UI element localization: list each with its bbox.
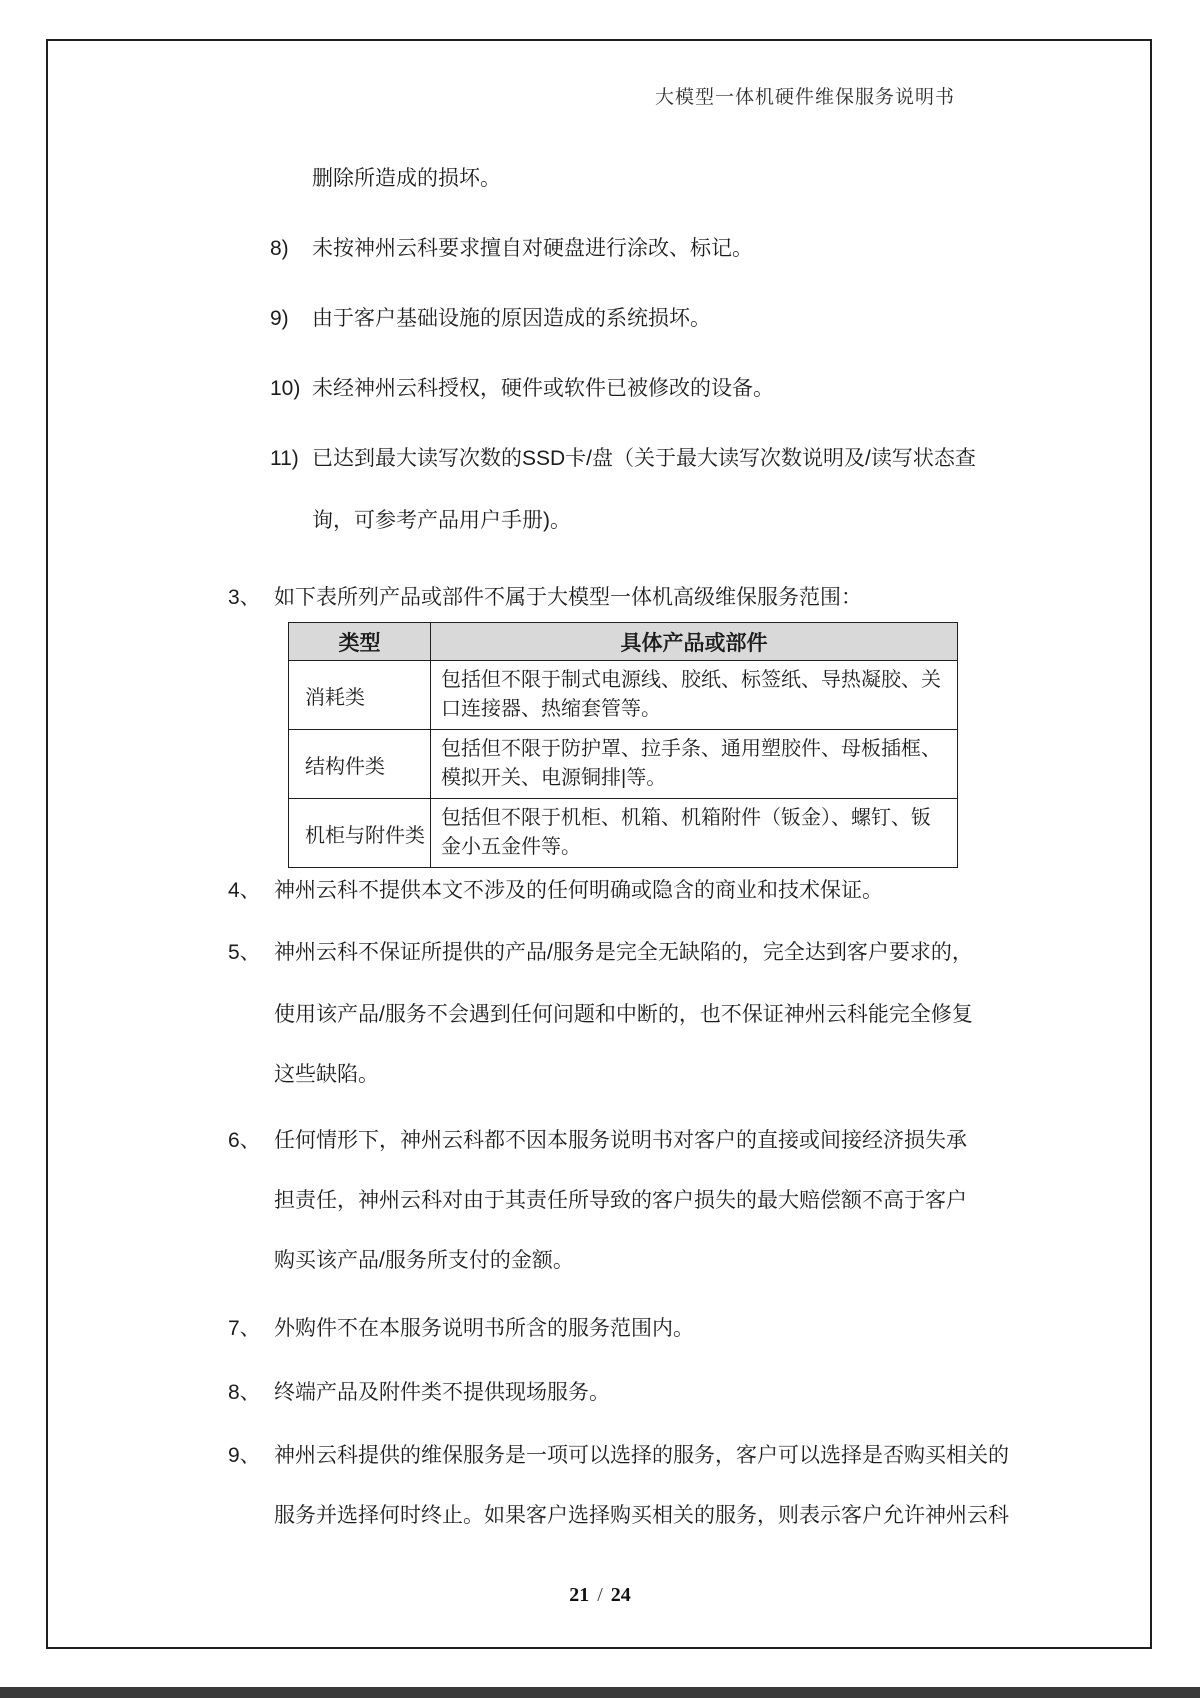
list-text: 这些缺陷。: [274, 1063, 379, 1086]
list-text: 任何情形下，神州云科都不因本服务说明书对客户的直接或间接经济损失承: [274, 1129, 967, 1152]
table-cell-category: 机柜与附件类: [289, 799, 431, 868]
list-text: 终端产品及附件类不提供现场服务。: [274, 1381, 610, 1404]
table-cell-detail: 包括但不限于防护罩、拉手条、通用塑胶件、母板插框、模拟开关、电源铜排|等。: [431, 730, 958, 799]
list-text: 外购件不在本服务说明书所含的服务范围内。: [274, 1317, 694, 1340]
list-text: 担责任，神州云科对由于其责任所导致的客户损失的最大赔偿额不高于客户: [274, 1189, 967, 1212]
page-number-separator: /: [597, 1584, 603, 1606]
list-item-9: [228, 1441, 1009, 1471]
list-item-sub-11: [270, 444, 976, 474]
list-item-sub-11-cont: [312, 506, 571, 536]
table-cell-detail: 包括但不限于机柜、机箱、机箱附件（钣金）、螺钉、钣金小五金件等。: [431, 799, 958, 868]
list-text: 神州云科不提供本文不涉及的任何明确或隐含的商业和技术保证。: [274, 879, 883, 902]
page-number-current: 21: [569, 1584, 590, 1606]
list-item-4: [228, 876, 883, 906]
list-text: 如下表所列产品或部件不属于大模型一体机高级维保服务范围：: [274, 586, 862, 609]
list-number: 8): [270, 237, 289, 260]
table-row: [289, 661, 958, 730]
list-item-sub-9: [270, 304, 711, 334]
list-number: 6、: [228, 1129, 261, 1152]
table-cell-category: 消耗类: [289, 661, 431, 730]
list-number: 4、: [228, 879, 261, 902]
list-number: 9、: [228, 1444, 261, 1467]
list-text: 未按神州云科要求擅自对硬盘进行涂改、标记。: [312, 237, 753, 260]
list-text: 服务并选择何时终止。如果客户选择购买相关的服务，则表示客户允许神州云科: [274, 1504, 1009, 1527]
list-number: 9): [270, 307, 289, 330]
list-text: 神州云科提供的维保服务是一项可以选择的服务，客户可以选择是否购买相关的: [274, 1444, 1009, 1467]
list-text: 未经神州云科授权，硬件或软件已被修改的设备。: [312, 377, 774, 400]
list-item-8: [228, 1378, 610, 1408]
list-number: 8、: [228, 1381, 261, 1404]
page-footer: [0, 1584, 1200, 1607]
table-row: [289, 799, 958, 868]
list-item-5-cont: [274, 1000, 973, 1030]
list-item-5-cont: [274, 1060, 379, 1090]
list-number: 3、: [228, 586, 261, 609]
list-item-7: [228, 1314, 694, 1344]
list-item-sub-8: [270, 234, 753, 264]
list-item-sub-10: [270, 374, 774, 404]
page-header-title: 大模型一体机硬件维保服务说明书: [654, 87, 955, 108]
table-cell-detail: 包括但不限于制式电源线、胶纸、标签纸、导热凝胶、关口连接器、热缩套管等。: [431, 661, 958, 730]
list-text: 由于客户基础设施的原因造成的系统损坏。: [312, 307, 711, 330]
list-text: 使用该产品/服务不会遇到任何问题和中断的，也不保证神州云科能完全修复: [274, 1003, 973, 1026]
list-item-3: [228, 583, 862, 613]
list-item-9-cont: [274, 1501, 1009, 1531]
table-header-row: [289, 623, 958, 661]
table-row: [289, 730, 958, 799]
list-number: 10): [270, 377, 301, 400]
list-text: 购买该产品/服务所支付的金额。: [274, 1249, 574, 1272]
paragraph-carry-line: [312, 164, 501, 194]
list-number: 7、: [228, 1317, 261, 1340]
table-header-detail: 具体产品或部件: [431, 623, 958, 661]
table-cell-category: 结构件类: [289, 730, 431, 799]
list-item-6-cont: [274, 1246, 574, 1276]
list-item-6: [228, 1126, 967, 1156]
list-text: 询，可参考产品用户手册)。: [312, 509, 571, 532]
list-number: 11): [270, 447, 299, 470]
page-number-total: 24: [610, 1584, 631, 1606]
list-text: 神州云科不保证所提供的产品/服务是完全无缺陷的，完全达到客户要求的，: [274, 941, 973, 964]
list-text: 已达到最大读写次数的SSD卡/盘（关于最大读写次数说明及/读写状态查: [312, 447, 976, 470]
carry-line-text: 删除所造成的损坏。: [312, 167, 501, 190]
list-number: 5、: [228, 941, 261, 964]
page-bottom-edge: [0, 1687, 1200, 1698]
excluded-parts-table: [288, 622, 958, 868]
list-item-6-cont: [274, 1186, 967, 1216]
list-item-5: [228, 938, 973, 968]
table-header-type: 类型: [289, 623, 431, 661]
